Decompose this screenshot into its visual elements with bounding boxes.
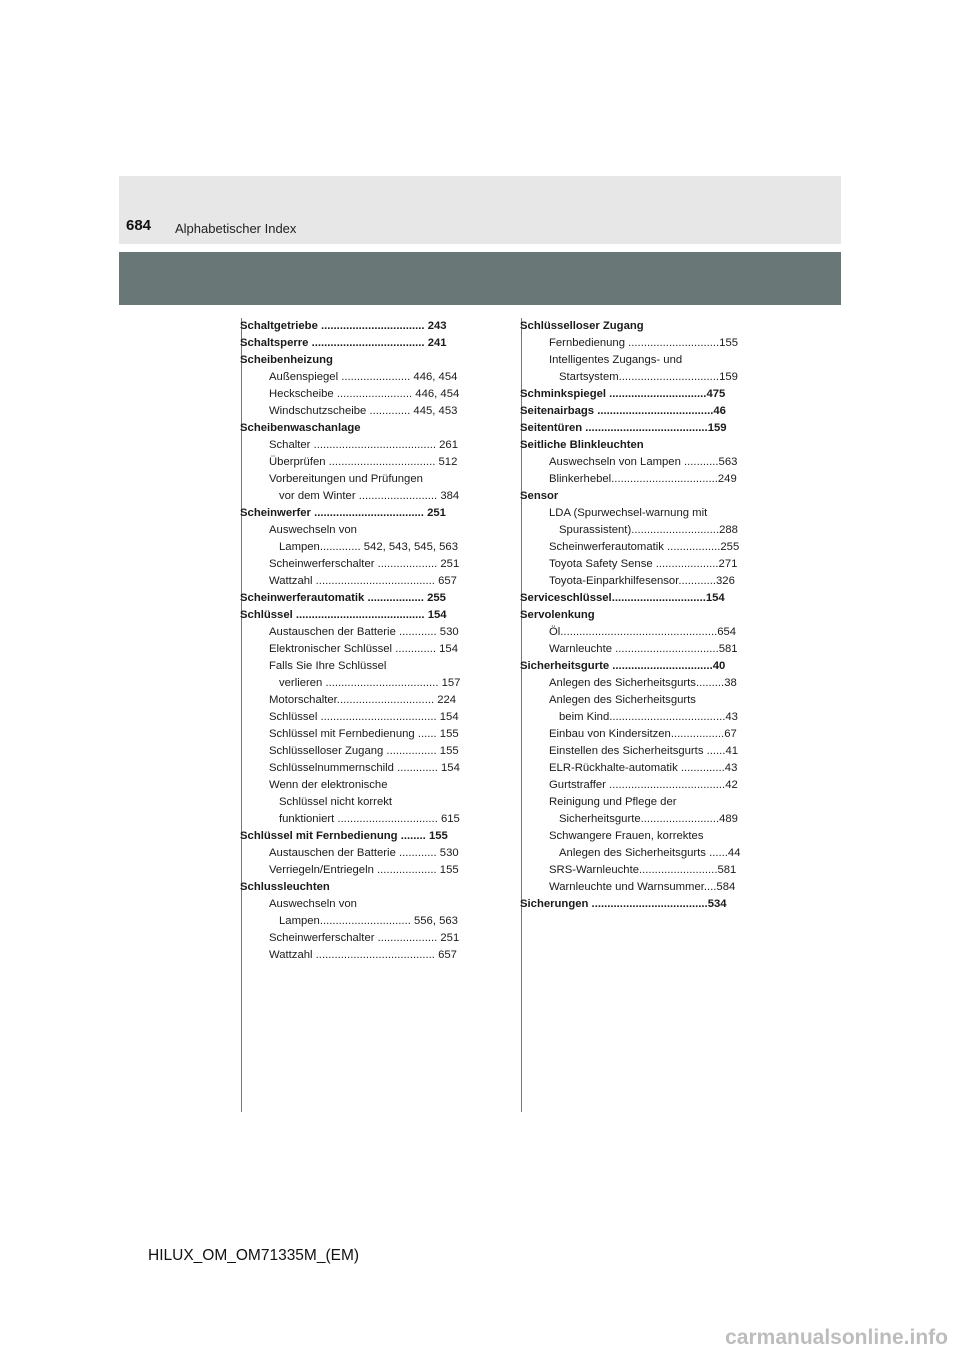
index-subentry: Toyota Safety Sense ....................271 <box>549 558 738 570</box>
index-subentry: Öl..................................................654 <box>549 626 737 638</box>
index-subentry: Fernbedienung .............................155 <box>549 337 739 349</box>
index-entry: Servolenkung <box>520 609 595 621</box>
index-subentry: Anlegen des Sicherheitsgurts <box>549 694 696 706</box>
index-subentry: Anlegen des Sicherheitsgurts.........38 <box>549 677 737 689</box>
index-subentry: Austauschen der Batterie ............ 530 <box>269 626 459 638</box>
index-entry: Sicherungen .....................................534 <box>520 898 727 910</box>
index-subentry: beim Kind.....................................43 <box>559 711 738 723</box>
index-subentry: Wattzahl ...................................... 657 <box>269 949 457 961</box>
index-entry: Schlüssel mit Fernbedienung ........ 155 <box>240 830 448 842</box>
index-subentry: Warnleuchte .................................581 <box>549 643 738 655</box>
index-subentry: Elektronischer Schlüssel ............. 154 <box>269 643 458 655</box>
index-subentry: vor dem Winter ......................... 384 <box>279 490 460 502</box>
index-subentry: Austauschen der Batterie ............ 530 <box>269 847 459 859</box>
index-subentry: SRS-Warnleuchte.........................581 <box>549 864 737 876</box>
index-subentry: Motorschalter............................... 224 <box>269 694 457 706</box>
section-title: Alphabetischer Index <box>175 221 297 236</box>
index-subentry: Auswechseln von <box>269 524 357 536</box>
index-entry: Schaltsperre .................................... 241 <box>240 337 447 349</box>
index-subentry: ELR-Rückhalte-automatik ..............43 <box>549 762 738 774</box>
index-subentry: Spurassistent)............................288 <box>559 524 738 536</box>
index-subentry: Auswechseln von Lampen ...........563 <box>549 456 738 468</box>
index-subentry: Schlüssel mit Fernbedienung ...... 155 <box>269 728 459 740</box>
index-subentry: Wattzahl ...................................... 657 <box>269 575 457 587</box>
index-entry: Scheibenwaschanlage <box>240 422 361 434</box>
index-subentry: Blinkerhebel..................................249 <box>549 473 737 485</box>
index-entry: Scheinwerferautomatik .................. 255 <box>240 592 446 604</box>
index-subentry: Scheinwerferautomatik .................255 <box>549 541 740 553</box>
index-subentry: Schlüssel nicht korrekt <box>279 796 393 808</box>
section-banner <box>119 252 841 305</box>
index-subentry: Auswechseln von <box>269 898 357 910</box>
index-subentry: Windschutzscheibe ............. 445, 453 <box>269 405 458 417</box>
index-subentry: Schalter ....................................... 261 <box>269 439 458 451</box>
index-subentry: Startsystem................................159 <box>559 371 738 383</box>
index-column-right <box>520 318 751 913</box>
index-entry: Sicherheitsgurte ................................40 <box>520 660 726 672</box>
index-subentry: Vorbereitungen und Prüfungen <box>269 473 423 485</box>
watermark: carmanualsonline.info <box>725 1326 948 1349</box>
index-entry: Schaltgetriebe ................................. 243 <box>240 320 447 332</box>
index-subentry: LDA (Spurwechsel-warnung mit <box>549 507 708 519</box>
index-subentry: Einstellen des Sicherheitsgurts ......41 <box>549 745 739 757</box>
index-subentry: Schlüssel ..................................... 154 <box>269 711 459 723</box>
index-entry: Schlüsselloser Zugang <box>520 320 644 332</box>
index-subentry: Schlüsselloser Zugang ................ 155 <box>269 745 459 757</box>
index-entry: Seitenairbags .....................................46 <box>520 405 726 417</box>
index-subentry: Reinigung und Pflege der <box>549 796 677 808</box>
index-entry: Schlussleuchten <box>240 881 330 893</box>
index-subentry: Wenn der elektronische <box>269 779 388 791</box>
index-subentry: Außenspiegel ...................... 446, 454 <box>269 371 458 383</box>
index-subentry: Überprüfen .................................. 512 <box>269 456 458 468</box>
index-subentry: Schlüsselnummernschild ............. 154 <box>269 762 460 774</box>
index-entry: Schminkspiegel ...............................475 <box>520 388 726 400</box>
index-entry: Seitentüren .......................................159 <box>520 422 727 434</box>
index-subentry: Gurtstraffer .....................................42 <box>549 779 738 791</box>
index-subentry: Scheinwerferschalter ................... 251 <box>269 932 460 944</box>
index-subentry: Toyota-Einparkhilfesensor............326 <box>549 575 735 587</box>
index-subentry: Lampen............. 542, 543, 545, 563 <box>279 541 458 553</box>
index-entry: Sensor <box>520 490 559 502</box>
index-entry: Scheinwerfer ................................... 251 <box>240 507 446 519</box>
index-column-left <box>240 318 471 964</box>
index-subentry: funktioniert ................................ 615 <box>279 813 460 825</box>
index-entry: Seitliche Blinkleuchten <box>520 439 644 451</box>
index-subentry: Scheinwerferschalter ................... 251 <box>269 558 460 570</box>
document-code: HILUX_OM_OM71335M_(EM) <box>148 1247 360 1264</box>
index-subentry: Sicherheitsgurte.........................489 <box>559 813 738 825</box>
index-subentry: verlieren .................................... 157 <box>279 677 461 689</box>
index-subentry: Schwangere Frauen, korrektes <box>549 830 704 842</box>
index-entry: Schlüssel ......................................... 154 <box>240 609 447 621</box>
page-number: 684 <box>126 217 152 234</box>
index-subentry: Heckscheibe ........................ 446, 454 <box>269 388 460 400</box>
index-entry: Serviceschlüssel..............................154 <box>520 592 725 604</box>
index-subentry: Intelligentes Zugangs- und <box>549 354 683 366</box>
index-subentry: Einbau von Kindersitzen.................67 <box>549 728 737 740</box>
index-subentry: Anlegen des Sicherheitsgurts ......44 <box>559 847 741 859</box>
index-subentry: Verriegeln/Entriegeln ................... 155 <box>269 864 459 876</box>
index-subentry: Falls Sie Ihre Schlüssel <box>269 660 387 672</box>
index-subentry: Warnleuchte und Warnsummer....584 <box>549 881 736 893</box>
index-entry: Scheibenheizung <box>240 354 333 366</box>
index-subentry: Lampen............................. 556, 563 <box>279 915 458 927</box>
